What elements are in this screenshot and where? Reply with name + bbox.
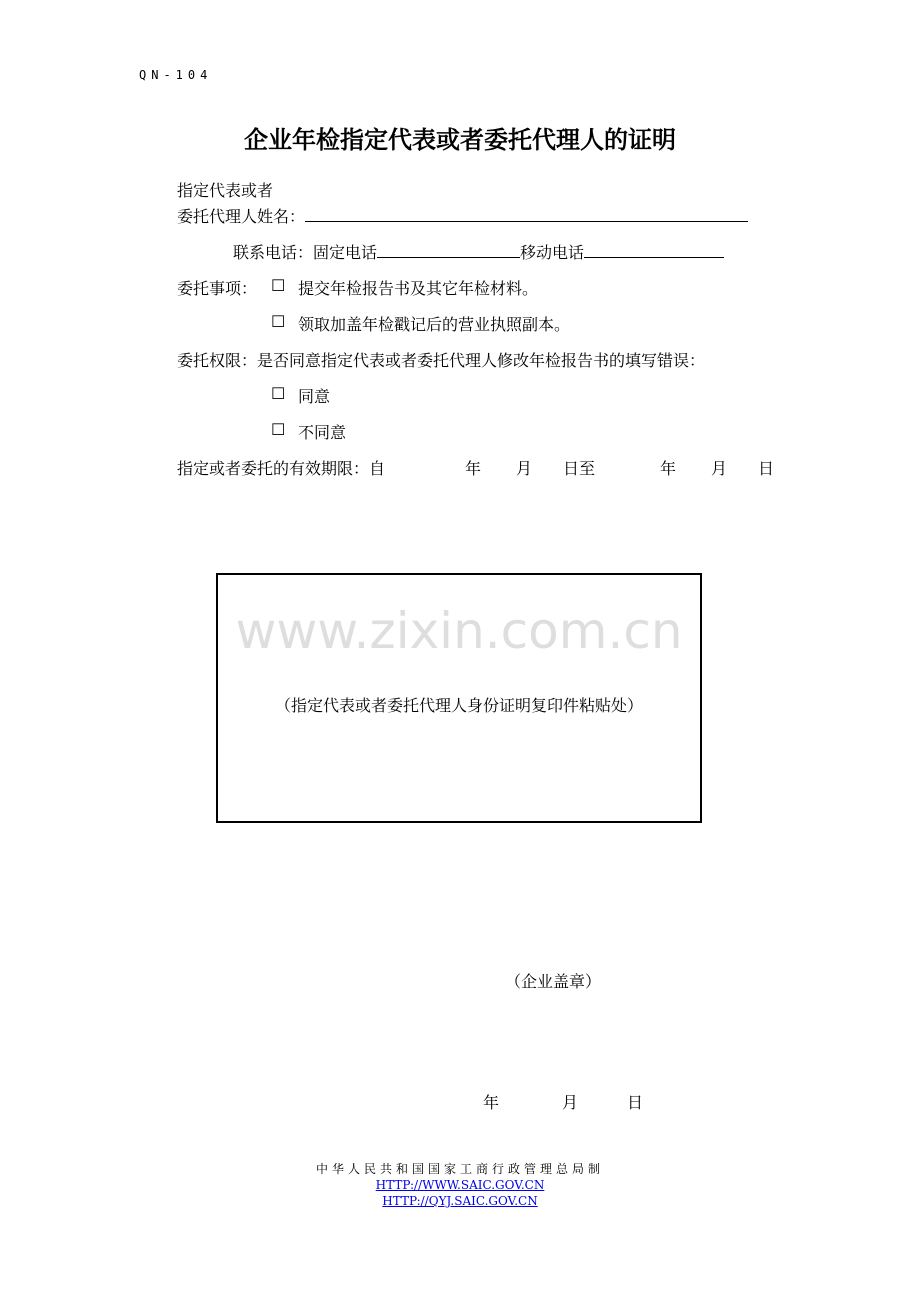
phone-row [233,240,724,263]
footer-issuer: 中华人民共和国国家工商行政管理总局制 [315,1162,604,1176]
matter-1-label: 提交年检报告书及其它年检材料。 [298,279,539,298]
phone-label: 联系电话：固定电话 [233,243,378,262]
footer-link-row-2 [0,1194,920,1208]
agree-checkbox[interactable]: ☐ [271,384,286,403]
authority-label: 委托权限：是否同意指定代表或者委托代理人修改年检报告书的填写错误： [177,351,706,370]
footer-link-saic[interactable]: HTTP://WWW.SAIC.GOV.CN [375,1178,545,1192]
name-blank[interactable] [305,204,748,222]
matters-label: 委托事项： [177,279,258,298]
footer-link-row-1 [0,1178,920,1192]
validity-start-year: 年 [465,459,482,478]
form-code: QN-104 [139,68,213,82]
validity-label: 指定或者委托的有效期限：自 [177,459,386,478]
name-label-line2: 委托代理人姓名： [177,207,306,226]
name-field-row [177,204,748,227]
sign-month: 月 [562,1093,579,1112]
validity-end-year: 年 [660,459,677,478]
matter-2-checkbox[interactable]: ☐ [271,312,286,331]
sign-year: 年 [483,1093,500,1112]
matter-1-checkbox[interactable]: ☐ [271,276,286,295]
validity-start-month: 月 [516,459,533,478]
sign-day: 日 [627,1093,644,1112]
validity-start-day: 日至 [563,459,596,478]
mobile-blank[interactable] [584,240,724,258]
validity-end-month: 月 [711,459,728,478]
watermark: www.zixin.com.cn [235,602,683,660]
page-title: 企业年检指定代表或者委托代理人的证明 [244,126,676,154]
mobile-label: 移动电话 [520,243,585,262]
landline-blank[interactable] [377,240,520,258]
disagree-checkbox[interactable]: ☐ [271,420,286,439]
name-label-line1: 指定代表或者 [177,181,274,200]
validity-end-day: 日 [758,459,775,478]
seal-label: （企业盖章） [505,972,602,991]
matter-2-label: 领取加盖年检戳记后的营业执照副本。 [298,315,571,334]
agree-label: 同意 [298,387,331,406]
footer-link-qyj[interactable]: HTTP://QYJ.SAIC.GOV.CN [382,1194,538,1208]
disagree-label: 不同意 [298,423,347,442]
id-copy-label: （指定代表或者委托代理人身份证明复印件粘贴处） [274,696,643,715]
